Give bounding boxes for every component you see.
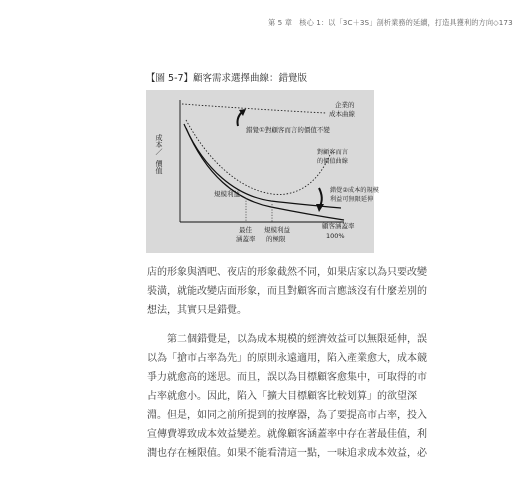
y-axis-label-2: 價值 bbox=[155, 160, 163, 174]
text-line: 第二個錯覺是，以為成本規模的經濟效益可以無限延伸，誤 bbox=[167, 334, 427, 345]
label-customer-value-1: 對顧客而言 bbox=[317, 149, 348, 156]
label-coverage: 顧客涵蓋率 bbox=[322, 222, 355, 230]
text-line: 以為「搶市占率為先」的原則永遠適用，陷入產業愈大，成本競 bbox=[147, 353, 427, 364]
text-line: 占率就愈小。因此，陷入「擴大目標顧客比較划算」的欲望深 bbox=[147, 391, 417, 402]
label-limit-2: 的極限 bbox=[266, 235, 286, 243]
label-hundred-percent: 100% bbox=[326, 232, 345, 240]
label-illusion-2a: 錯覺②成本的規模 bbox=[330, 187, 379, 194]
text-line: 潤也存在極限值。如果不能看清這一點，一味追求成本效益，必 bbox=[147, 448, 427, 459]
label-customer-value-2: 的價值曲線 bbox=[317, 158, 348, 165]
arrowhead-2-icon bbox=[316, 204, 324, 212]
text-line: 裝潢，就能改變店面形象，而且對顧客而言應該沒有什麼差別的 bbox=[147, 286, 427, 297]
arrow-illusion-1 bbox=[238, 112, 243, 126]
label-limit-1: 規模利益 bbox=[264, 226, 290, 234]
figure-diagram bbox=[146, 90, 379, 253]
running-head: 第 5 章 核心 1：以「3C＋3S」剖析業務的延續，打造具獲利的方向◇173 bbox=[268, 18, 513, 27]
company-cost-curve bbox=[182, 104, 326, 113]
label-scale-benefit: 規模利益 bbox=[214, 190, 240, 198]
label-optimal-1: 最佳 bbox=[239, 226, 252, 234]
text-line: 宣傳費導致成本效益變差。就像顧客涵蓋率中存在著最佳值，利 bbox=[147, 429, 427, 440]
text-line: 想法，其實只是錯覺。 bbox=[147, 305, 247, 316]
label-company-cost-2: 成本曲線 bbox=[329, 110, 355, 118]
label-company-cost-1: 企業的 bbox=[335, 101, 355, 109]
text-line: 淵。但是，如同之前所提到的按摩器，為了要提高市占率，投入 bbox=[147, 410, 427, 421]
label-illusion-2b: 利益可無限延伸 bbox=[330, 196, 374, 203]
diagram-svg bbox=[146, 90, 379, 253]
text-line: 爭力就愈高的迷思。而且，誤以為目標顧客愈集中，可取得的市 bbox=[147, 372, 427, 383]
label-illusion-1: 錯覺①對顧客而言的價值不變 bbox=[246, 126, 330, 134]
figure-caption: 【圖 5-7】顧客需求選擇曲線：錯覺版 bbox=[146, 73, 308, 84]
arrow-illusion-2 bbox=[319, 188, 322, 206]
label-optimal-2: 涵蓋率 bbox=[236, 235, 256, 243]
body-text bbox=[147, 263, 427, 463]
y-axis-label-1: 成本／ bbox=[155, 134, 163, 155]
text-line: 店的形象與酒吧、夜店的形象截然不同，如果店家以為只要改變 bbox=[147, 267, 427, 278]
